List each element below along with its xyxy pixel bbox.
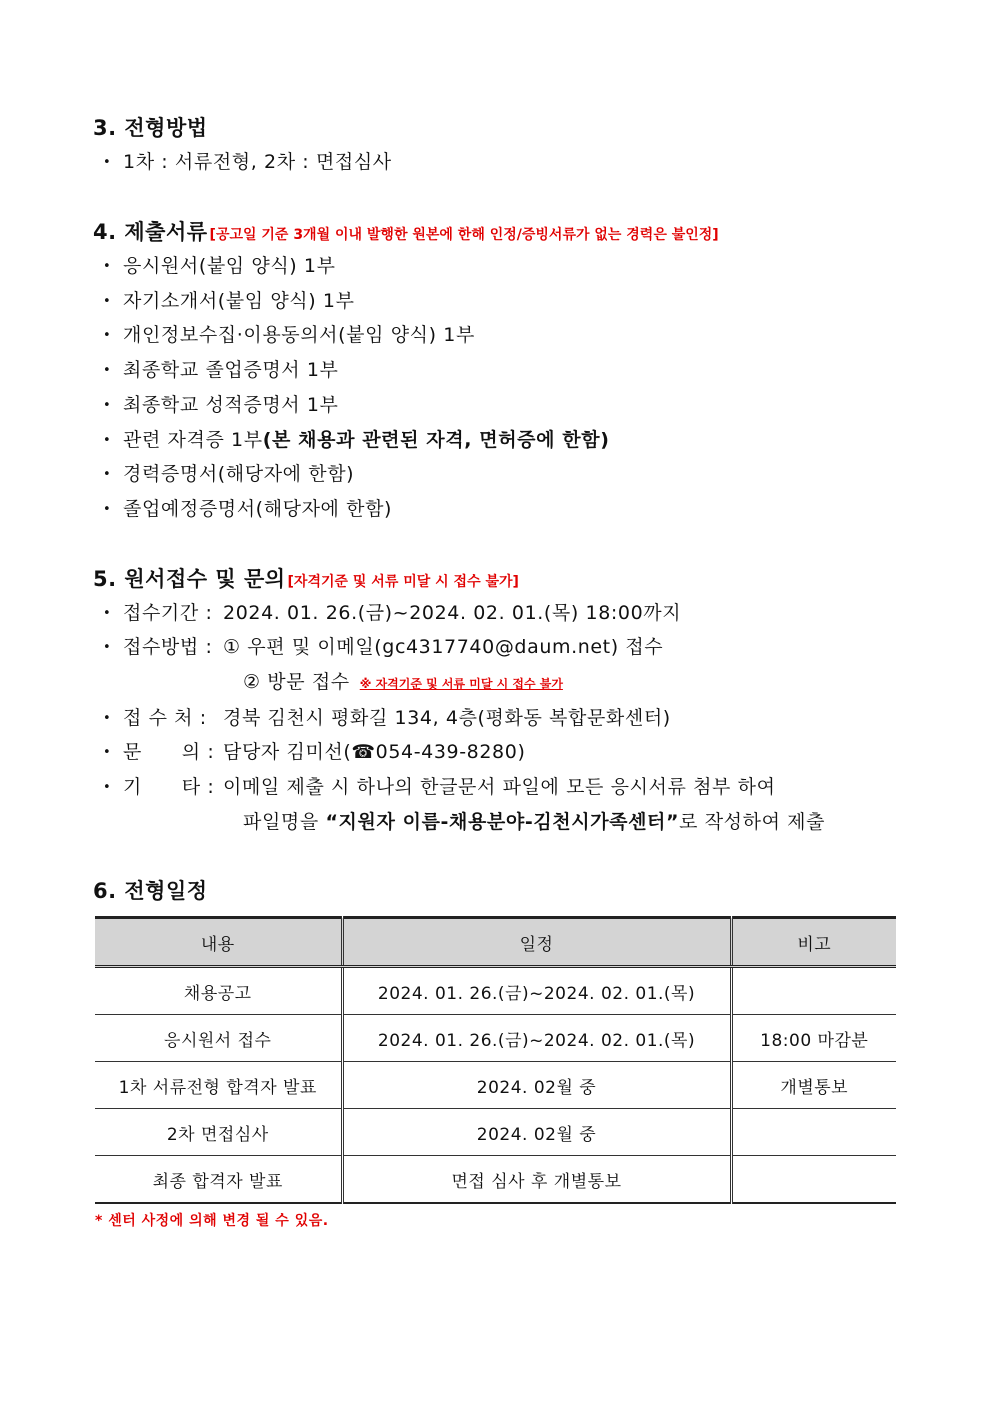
table-cell: [731, 1109, 896, 1156]
document-item: • 경력증명서(해당자에 한함): [103, 463, 355, 485]
table-cell: [731, 967, 896, 1015]
table-cell: 면접 심사 후 개별통보: [342, 1156, 731, 1204]
application-place: • 접 수 처 : 경북 김천시 평화길 134, 4층(평화동 복합문화센터): [103, 707, 671, 729]
table-cell: 1차 서류전형 합격자 발표: [95, 1062, 342, 1109]
section-4-note: [공고일 기준 3개월 이내 발행한 원본에 한해 인정/증빙서류가 없는 경력은 불인정]: [209, 227, 719, 243]
document-item: • 최종학교 졸업증명서 1부: [103, 359, 339, 381]
table-cell: 2024. 02월 중: [342, 1062, 731, 1109]
application-method: • 접수방법 : ① 우편 및 이메일(gc4317740@daum.net) 접수: [103, 636, 664, 658]
document-item: • 개인정보수집·이용동의서(붙임 양식) 1부: [103, 324, 475, 346]
table-cell: 개별통보: [731, 1062, 896, 1109]
table-cell: 채용공고: [95, 967, 342, 1015]
application-period: • 접수기간 : 2024. 01. 26.(금)~2024. 02. 01.(목) 18:00까지: [103, 602, 682, 624]
etc-info: • 기 타 : 이메일 제출 시 하나의 한글문서 파일에 모든 응시서류 첨부 하여: [103, 776, 776, 798]
table-row: [95, 1015, 896, 1062]
table-cell: [731, 1156, 896, 1204]
section-4-heading: 4. 제출서류 [공고일 기준 3개월 이내 발행한 원본에 한해 인정/증빙서류가 없는 경력은 불인정]: [93, 220, 719, 244]
schedule-table: [95, 916, 896, 1204]
section-5-note: [자격기준 및 서류 미달 시 접수 불가]: [287, 574, 519, 590]
etc-info-filename: 파일명을 “지원자 이름-채용분야-김천시가족센터”로 작성하여 제출: [243, 811, 826, 833]
table-cell: 2024. 01. 26.(금)~2024. 02. 01.(목): [342, 967, 731, 1015]
table-row: [95, 1156, 896, 1204]
table-cell: 2024. 02월 중: [342, 1109, 731, 1156]
table-cell: 2024. 01. 26.(금)~2024. 02. 01.(목): [342, 1015, 731, 1062]
section-6-heading: 6. 전형일정: [93, 879, 208, 903]
document-item: • 졸업예정증명서(해당자에 한함): [103, 498, 393, 520]
table-cell: 2차 면접심사: [95, 1109, 342, 1156]
document-item: • 응시원서(붙임 양식) 1부: [103, 255, 336, 277]
section-5-heading: 5. 원서접수 및 문의 [자격기준 및 서류 미달 시 접수 불가]: [93, 567, 519, 591]
table-row: [95, 967, 896, 1015]
table-header-row: [95, 918, 896, 967]
section-3-item: • 1차 : 서류전형, 2차 : 면접심사: [103, 151, 392, 173]
document-item: • 자기소개서(붙임 양식) 1부: [103, 290, 355, 312]
section-3-heading: 3. 전형방법: [93, 116, 208, 140]
visit-note: ※ 자격기준 및 서류 미달 시 접수 불가: [359, 677, 563, 691]
column-header: 내용: [95, 918, 342, 967]
contact-info: • 문 의 : 담당자 김미선(☎054-439-8280): [103, 741, 526, 763]
application-method-visit: ② 방문 접수 ※ 자격기준 및 서류 미달 시 접수 불가: [243, 671, 563, 693]
table-cell: 18:00 마감분: [731, 1015, 896, 1062]
table-row: [95, 1109, 896, 1156]
table-cell: 응시원서 접수: [95, 1015, 342, 1062]
table-cell: 최종 합격자 발표: [95, 1156, 342, 1204]
column-header: 비고: [731, 918, 896, 967]
column-header: 일정: [342, 918, 731, 967]
schedule-footnote: * 센터 사정에 의해 변경 될 수 있음.: [95, 1213, 329, 1229]
document-item: • 최종학교 성적증명서 1부: [103, 394, 339, 416]
document-item-certificate: • 관련 자격증 1부(본 채용과 관련된 자격, 면허증에 한함): [103, 429, 610, 451]
table-row: [95, 1062, 896, 1109]
